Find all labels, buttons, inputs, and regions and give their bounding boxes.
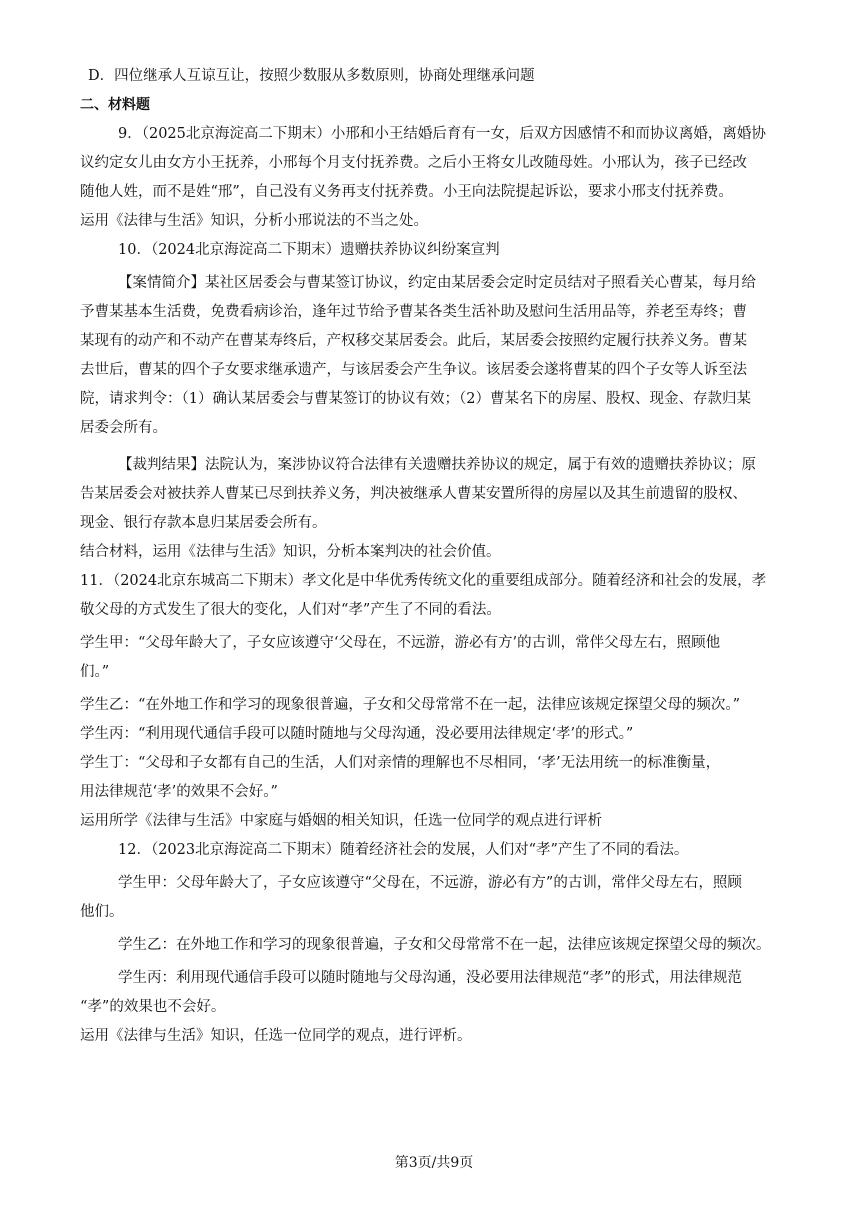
- q10-line: 院，请求判令：（1）确认某居委会与曹某签订的协议有效；（2）曹某名下的房屋、股权、现金、存款归某: [80, 391, 751, 407]
- q12-line: 学生乙：在外地工作和学习的现象很普遍，子女和父母常常不在一起，法律应该规定探望父母的频次。: [118, 937, 771, 953]
- q10-line: 告某居委会对被扶养人曹某已尽到扶养义务，判决被继承人曹某安置所得的房屋以及其生前遗留的股权、: [80, 486, 747, 502]
- q11-line: 学生丙：“利用现代通信手段可以随时随地与父母沟通，没必要用法律规定‘孝’的形式。”: [80, 726, 634, 742]
- q11-line: 11．（2024北京东城高二下期末）孝文化是中华优秀传统文化的重要组成部分。随着经济和社会的发展，孝: [80, 573, 767, 589]
- question-9: [80, 120, 792, 236]
- q11-line: 学生乙：“在外地工作和学习的现象很普遍，子女和父母常常不在一起，法律应该规定探望父母的频次。”: [80, 697, 741, 713]
- q11-line: 用法律规范‘孝’的效果不会好。”: [80, 784, 278, 800]
- q12-line: 学生甲：父母年龄大了，子女应该遵守“父母在，不远游，游必有方”的古训，常伴父母左右，照顾: [118, 875, 742, 891]
- q9-line: 随他人姓，而不是姓“邢”，自己没有义务再支付抚养费。小王向法院提起诉讼，要求小邢支付抚养费。: [80, 184, 733, 200]
- q12-line: 他们。: [80, 904, 124, 920]
- q11-line: 学生甲：“父母年龄大了，子女应该遵守‘父母在，不远游，游必有方’的古训，常伴父母左右，照顾他: [80, 635, 721, 651]
- q10-title: 10．（2024北京海淀高二下期末）遗赠扶养协议纠纷案宣判: [118, 242, 500, 258]
- q10-line: 某现有的动产和不动产在曹某寿终后，产权移交某居委会。此后，某居委会按照约定履行扶养义务。曹某: [80, 333, 747, 349]
- question-12: [80, 836, 792, 1051]
- page-content: [80, 62, 792, 1051]
- q11-prompt: 运用所学《法律与生活》中家庭与婚姻的相关知识，任选一位同学的观点进行评析: [80, 813, 602, 829]
- q9-line: 9．（2025北京海淀高二下期末）小邢和小王结婚后育有一女，后双方因感情不和而协议离婚，离婚协: [118, 126, 766, 142]
- q10-line: 予曹某基本生活费，免费看病诊治，逢年过节给予曹某各类生活补助及慰问生活用品等，养老至寿终；曹: [80, 304, 747, 320]
- question-11: [80, 567, 792, 836]
- q12-line: “孝”的效果也不会好。: [80, 999, 226, 1015]
- q10-line: 去世后，曹某的四个子女要求继承遗产，与该居委会产生争议。该居委会遂将曹某的四个子女等人诉至法: [80, 362, 747, 378]
- q9-prompt: 运用《法律与生活》知识，分析小邢说法的不当之处。: [80, 213, 428, 229]
- q12-line: 12．（2023北京海淀高二下期末）随着经济社会的发展，人们对“孝”产生了不同的看法。: [118, 842, 689, 858]
- q10-line: 【裁判结果】法院认为，案涉协议符合法律有关遗赠扶养协议的规定，属于有效的遗赠扶养协议；原: [118, 457, 756, 473]
- q12-prompt: 运用《法律与生活》知识，任选一位同学的观点，进行评析。: [80, 1028, 472, 1044]
- q10-prompt: 结合材料，运用《法律与生活》知识，分析本案判决的社会价值。: [80, 544, 501, 560]
- q10-line: 居委会所有。: [80, 420, 167, 436]
- q11-line: 学生丁：“父母和子女都有自己的生活，人们对亲情的理解也不尽相同，‘孝’无法用统一的标准衡量，: [80, 755, 721, 771]
- option-d: D．四位继承人互谅互让，按照少数服从多数原则，协商处理继承问题: [88, 68, 535, 84]
- q10-line: 现金、银行存款本息归某居委会所有。: [80, 515, 327, 531]
- q12-line: 学生丙：利用现代通信手段可以随时随地与父母沟通，没必要用法律规范“孝”的形式，用法律规范: [118, 970, 742, 986]
- section-heading: 二、材料题: [80, 97, 150, 113]
- page-number: 第3页/共9页: [394, 1155, 474, 1171]
- q10-line: 【案情简介】某社区居委会与曹某签订协议，约定由某居委会定时定员结对子照看关心曹某，每月给: [118, 275, 756, 291]
- q11-line: 敬父母的方式发生了很大的变化，人们对“孝”产生了不同的看法。: [80, 602, 501, 618]
- q9-line: 议约定女儿由女方小王抚养，小邢每个月支付抚养费。之后小王将女儿改随母姓。小邢认为，孩子已经改: [80, 155, 747, 171]
- question-10: [80, 236, 792, 567]
- q11-line: 们。”: [80, 664, 110, 680]
